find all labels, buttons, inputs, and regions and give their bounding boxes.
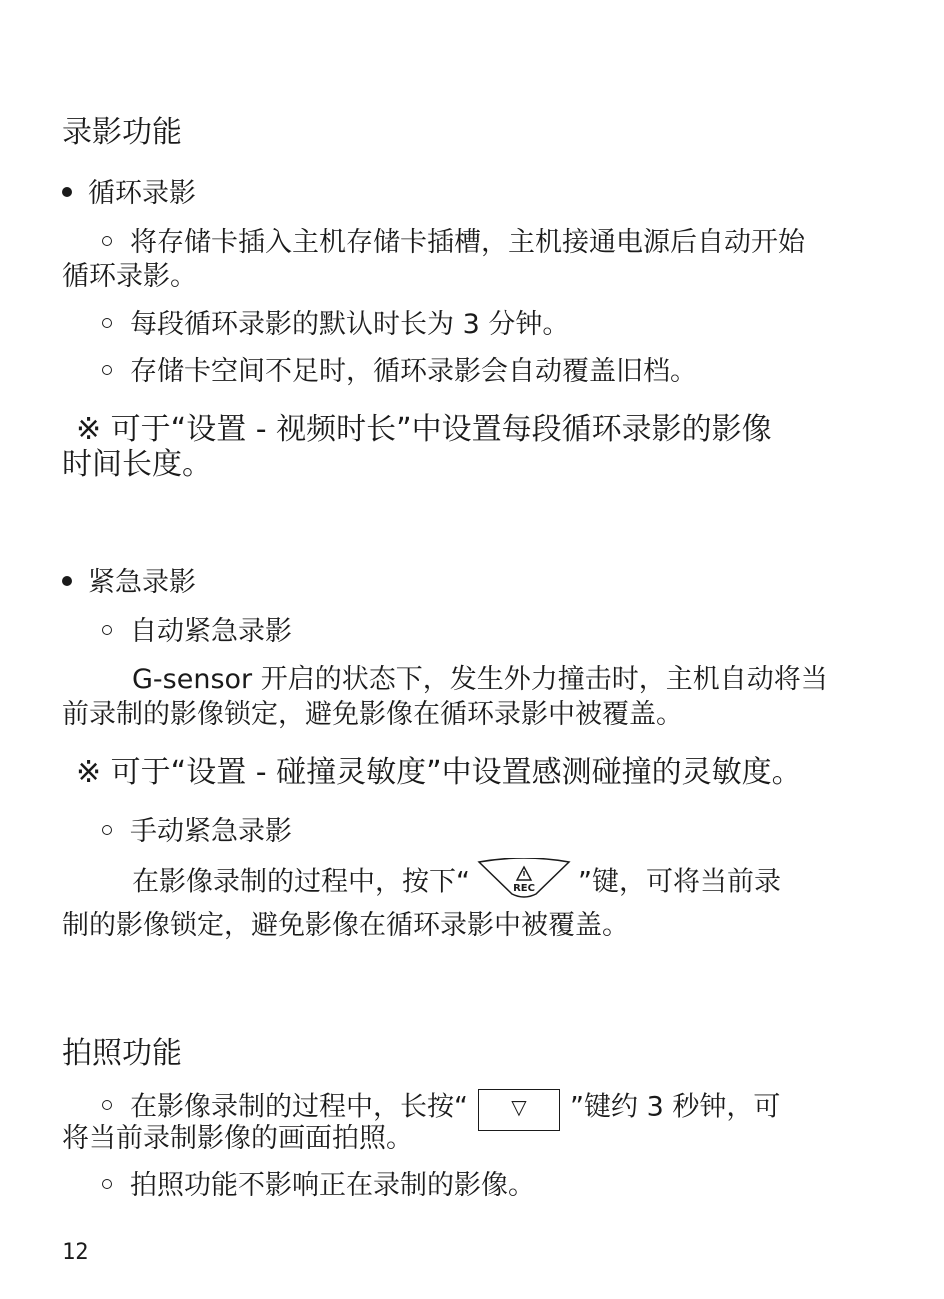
section-title-record: 录影功能: [62, 115, 182, 150]
loop-item-2: 每段循环录影的默认时长为 3 分钟。: [102, 308, 569, 342]
loop-item-3: 存储卡空间不足时，循环录影会自动覆盖旧档。: [102, 355, 697, 389]
emergency-note: ※ 可于“设置 - 碰撞灵敏度”中设置感测碰撞的灵敏度。: [76, 755, 802, 790]
circle-bullet-icon: [102, 625, 112, 635]
loop-heading: 循环录影: [62, 177, 196, 211]
circle-bullet-icon: [102, 318, 112, 328]
auto-emergency-heading: 自动紧急录影: [102, 615, 292, 649]
photo-item-2: 拍照功能不影响正在录制的影像。: [102, 1169, 535, 1203]
photo-item-1: 在影像录制的过程中，长按“ ▽ ”键约 3 秒钟，可: [102, 1087, 780, 1129]
loop-note: ※ 可于“设置 - 视频时长”中设置每段循环录影的影像: [76, 412, 772, 447]
page-number: 12: [62, 1240, 89, 1265]
circle-bullet-icon: [102, 365, 112, 375]
rec-key-icon: [476, 858, 572, 900]
emergency-heading: 紧急录影: [62, 566, 196, 600]
circle-bullet-icon: [102, 825, 112, 835]
auto-emergency-text: G-sensor 开启的状态下，发生外力撞击时，主机自动将当: [132, 664, 828, 695]
manual-emergency-text-cont: 制的影像锁定，避免影像在循环录影中被覆盖。: [62, 910, 629, 941]
manual-emergency-text: 在影像录制的过程中，按下“ REC ”键，可将当前录: [132, 862, 781, 904]
bullet-icon: [62, 187, 72, 197]
loop-item-1: 将存储卡插入主机存储卡插槽，主机接通电源后自动开始: [102, 226, 805, 260]
loop-note-cont: 时间长度。: [62, 447, 212, 482]
down-key-icon: ▽: [478, 1089, 560, 1131]
section-title-photo: 拍照功能: [62, 1036, 182, 1071]
photo-item-1-cont: 将当前录制影像的画面拍照。: [62, 1123, 413, 1154]
auto-emergency-text-cont: 前录制的影像锁定，避免影像在循环录影中被覆盖。: [62, 699, 683, 730]
manual-emergency-heading: 手动紧急录影: [102, 815, 292, 849]
circle-bullet-icon: [102, 236, 112, 246]
circle-bullet-icon: [102, 1100, 112, 1110]
rec-key-label: REC: [513, 883, 535, 894]
loop-item-1-cont: 循环录影。: [62, 261, 197, 292]
bullet-icon: [62, 576, 72, 586]
circle-bullet-icon: [102, 1179, 112, 1189]
